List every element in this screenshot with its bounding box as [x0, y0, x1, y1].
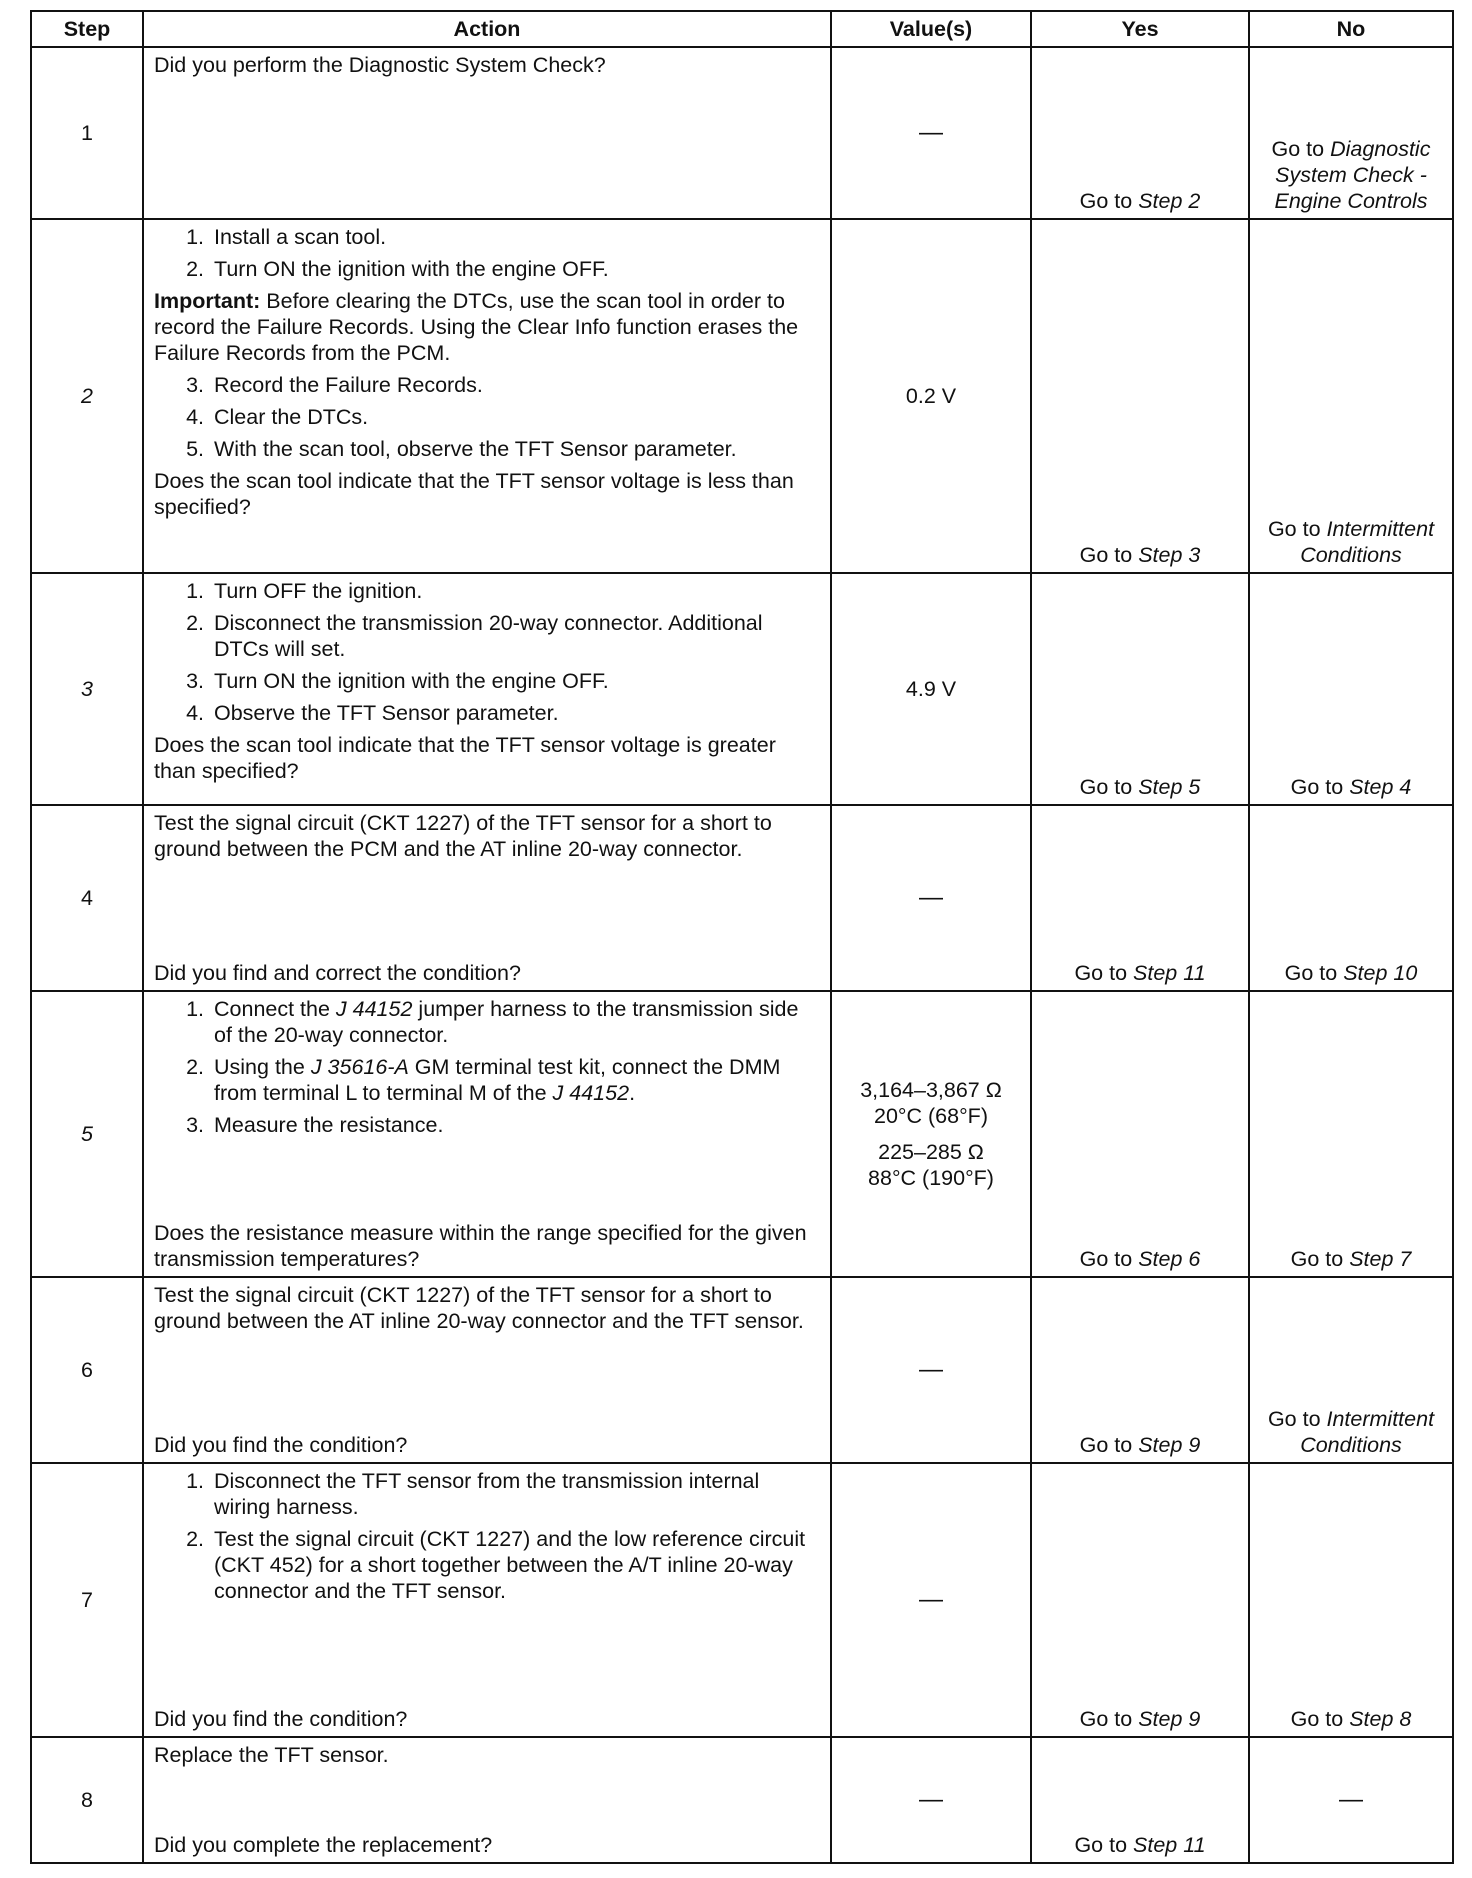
- no-cell: [1249, 805, 1453, 991]
- action-step-item: 3. Turn ON the ignition with the engine OFF.: [210, 668, 820, 694]
- no-link[interactable]: Intermittent Conditions: [1300, 517, 1435, 567]
- action-content: [154, 996, 820, 1272]
- action-step-item: 3. Record the Failure Records.: [210, 372, 820, 398]
- table-row: [31, 219, 1453, 573]
- action-step-item: 1. Turn OFF the ignition.: [210, 578, 820, 604]
- value-cell: [831, 1737, 1031, 1863]
- action-step-item: 2. Turn ON the ignition with the engine OFF.: [210, 256, 820, 282]
- no-prefix: Go to: [1267, 517, 1327, 541]
- table-row: [31, 805, 1453, 991]
- step-number: 7: [31, 1463, 143, 1737]
- action-question: Does the scan tool indicate that the TFT sensor voltage is less than specified?: [154, 469, 794, 519]
- value-cell: [831, 47, 1031, 219]
- action-text: Test the signal circuit (CKT 1227) of the TFT sensor for a short to ground between the AT inline 20-way connector and the TFT sensor.: [154, 1283, 804, 1333]
- action-step-item: 2. Test the signal circuit (CKT 1227) and the low reference circuit (CKT 452) for a short together between the A/T inline 20-way connector and the TFT sensor.: [210, 1526, 820, 1604]
- yes-link[interactable]: Step 6: [1138, 1247, 1201, 1271]
- yes-link[interactable]: Step 11: [1133, 1833, 1206, 1857]
- action-cell: [143, 1737, 831, 1863]
- step-text: .: [629, 1081, 636, 1105]
- yes-cell: [1031, 1463, 1249, 1737]
- action-cell: [143, 47, 831, 219]
- action-cell: [143, 805, 831, 991]
- value-text: —: [919, 884, 943, 911]
- yes-link[interactable]: Step 9: [1138, 1707, 1201, 1731]
- action-cell: [143, 573, 831, 805]
- yes-cell: [1031, 573, 1249, 805]
- yes-cell: [1031, 47, 1249, 219]
- value-cell: [831, 1463, 1031, 1737]
- action-question: Did you find the condition?: [154, 1707, 408, 1731]
- important-text: Before clearing the DTCs, use the scan tool in order to record the Failure Records. Using the Clear Info function erases the Failure Records from the PCM.: [154, 289, 799, 365]
- table-row: [31, 1463, 1453, 1737]
- step-text: Connect the: [214, 997, 336, 1021]
- no-link[interactable]: Step 4: [1349, 775, 1412, 799]
- table-header-row: [31, 11, 1453, 47]
- value-text: 225–285 Ω: [878, 1140, 984, 1164]
- action-question: Does the scan tool indicate that the TFT sensor voltage is greater than specified?: [154, 733, 776, 783]
- action-step-item: 2. Disconnect the transmission 20-way connector. Additional DTCs will set.: [210, 610, 820, 662]
- value-cell: [831, 991, 1031, 1277]
- action-content: [154, 810, 820, 986]
- yes-cell: [1031, 805, 1249, 991]
- no-prefix: Go to: [1271, 137, 1331, 161]
- action-cell: [143, 1463, 831, 1737]
- step-number: 3: [31, 573, 143, 805]
- action-cell: [143, 219, 831, 573]
- no-link[interactable]: Intermittent Conditions: [1300, 1407, 1435, 1457]
- tool-reference: J 44152: [335, 997, 413, 1021]
- yes-cell: [1031, 1737, 1249, 1863]
- action-steps: [154, 578, 820, 726]
- value-text: —: [919, 119, 943, 146]
- important-note: [154, 288, 820, 366]
- no-cell: [1249, 991, 1453, 1277]
- table-row: [31, 991, 1453, 1277]
- step-number: 6: [31, 1277, 143, 1463]
- yes-cell: [1031, 219, 1249, 573]
- action-content: [154, 1468, 820, 1732]
- no-link[interactable]: Step 10: [1343, 961, 1418, 985]
- action-text: Test the signal circuit (CKT 1227) of the TFT sensor for a short to ground between the PCM and the AT inline 20-way connector.: [154, 811, 772, 861]
- table-row: [31, 1277, 1453, 1463]
- no-prefix: Go to: [1290, 1247, 1350, 1271]
- no-prefix: Go to: [1290, 775, 1350, 799]
- step-text: GM terminal test kit, connect the DMM from terminal L to terminal M of the: [214, 1055, 781, 1105]
- value-text: —: [919, 1356, 943, 1383]
- value-text: 20°C (68°F): [874, 1104, 988, 1128]
- yes-prefix: Go to: [1079, 775, 1139, 799]
- action-steps: [154, 372, 820, 462]
- action-steps: [154, 224, 820, 282]
- action-content: [154, 1742, 820, 1858]
- no-prefix: Go to: [1284, 961, 1344, 985]
- action-step-item: 3. Measure the resistance.: [210, 1112, 820, 1138]
- no-text: —: [1339, 1786, 1363, 1813]
- header-action: Action: [143, 11, 831, 47]
- table-row: [31, 573, 1453, 805]
- no-link[interactable]: Step 8: [1349, 1707, 1412, 1731]
- yes-prefix: Go to: [1074, 1833, 1134, 1857]
- no-cell: [1249, 219, 1453, 573]
- yes-link[interactable]: Step 5: [1138, 775, 1201, 799]
- value-cell: [831, 1277, 1031, 1463]
- yes-link[interactable]: Step 11: [1133, 961, 1206, 985]
- value-cell: [831, 219, 1031, 573]
- action-step-item: [210, 1054, 820, 1106]
- value-cell: [831, 805, 1031, 991]
- action-question: Does the resistance measure within the range specified for the given transmission temperatures?: [154, 1221, 807, 1271]
- yes-prefix: Go to: [1079, 1247, 1139, 1271]
- action-steps: [154, 996, 820, 1144]
- value-text: 88°C (190°F): [868, 1166, 994, 1190]
- header-yes: Yes: [1031, 11, 1249, 47]
- yes-link[interactable]: Step 3: [1138, 543, 1201, 567]
- yes-prefix: Go to: [1079, 1433, 1139, 1457]
- action-step-item: 4. Observe the TFT Sensor parameter.: [210, 700, 820, 726]
- yes-prefix: Go to: [1079, 189, 1139, 213]
- action-steps: [154, 1468, 820, 1610]
- tool-reference: J 35616-A: [310, 1055, 409, 1079]
- header-no: No: [1249, 11, 1453, 47]
- action-step-item: 5. With the scan tool, observe the TFT Sensor parameter.: [210, 436, 820, 462]
- action-content: [154, 1282, 820, 1458]
- step-number: 4: [31, 805, 143, 991]
- action-question: Did you find and correct the condition?: [154, 961, 521, 985]
- header-step: Step: [31, 11, 143, 47]
- action-text: Did you perform the Diagnostic System Check?: [154, 53, 606, 77]
- value-text: —: [919, 1586, 943, 1613]
- action-question: Did you find the condition?: [154, 1433, 408, 1457]
- value-text: 0.2 V: [905, 384, 957, 408]
- action-step-item: [210, 996, 820, 1048]
- no-link[interactable]: Step 7: [1349, 1247, 1412, 1271]
- no-cell: [1249, 1737, 1453, 1863]
- tool-reference: J 44152: [552, 1081, 630, 1105]
- action-question: Did you complete the replacement?: [154, 1833, 493, 1857]
- value-cell: [831, 573, 1031, 805]
- no-prefix: Go to: [1290, 1707, 1350, 1731]
- header-values: Value(s): [831, 11, 1031, 47]
- step-text: Using the: [214, 1055, 311, 1079]
- table-row: [31, 1737, 1453, 1863]
- diagnostic-table: [30, 10, 1454, 1864]
- step-number: 2: [31, 219, 143, 573]
- action-cell: [143, 991, 831, 1277]
- yes-cell: [1031, 1277, 1249, 1463]
- no-cell: [1249, 47, 1453, 219]
- diagnostic-page: [30, 10, 1452, 1864]
- action-text: Replace the TFT sensor.: [154, 1743, 389, 1767]
- action-step-item: 1. Disconnect the TFT sensor from the transmission internal wiring harness.: [210, 1468, 820, 1520]
- yes-prefix: Go to: [1079, 1707, 1139, 1731]
- yes-prefix: Go to: [1079, 543, 1139, 567]
- action-cell: [143, 1277, 831, 1463]
- yes-link[interactable]: Step 2: [1138, 189, 1201, 213]
- table-row: [31, 47, 1453, 219]
- step-text: jumper harness to the transmission side of the 20-way connector.: [214, 997, 799, 1047]
- no-cell: [1249, 1277, 1453, 1463]
- value-text: 3,164–3,867 Ω: [860, 1078, 1002, 1102]
- step-number: 1: [31, 47, 143, 219]
- yes-prefix: Go to: [1074, 961, 1134, 985]
- important-label: Important:: [154, 289, 261, 313]
- no-link[interactable]: Diagnostic System Check - Engine Controls: [1274, 137, 1431, 213]
- step-number: 5: [31, 991, 143, 1277]
- yes-cell: [1031, 991, 1249, 1277]
- yes-link[interactable]: Step 9: [1138, 1433, 1201, 1457]
- action-step-item: 1. Install a scan tool.: [210, 224, 820, 250]
- no-prefix: Go to: [1267, 1407, 1327, 1431]
- no-cell: [1249, 1463, 1453, 1737]
- value-text: —: [919, 1786, 943, 1813]
- action-step-item: 4. Clear the DTCs.: [210, 404, 820, 430]
- no-cell: [1249, 573, 1453, 805]
- step-number: 8: [31, 1737, 143, 1863]
- value-text: 4.9 V: [905, 677, 957, 701]
